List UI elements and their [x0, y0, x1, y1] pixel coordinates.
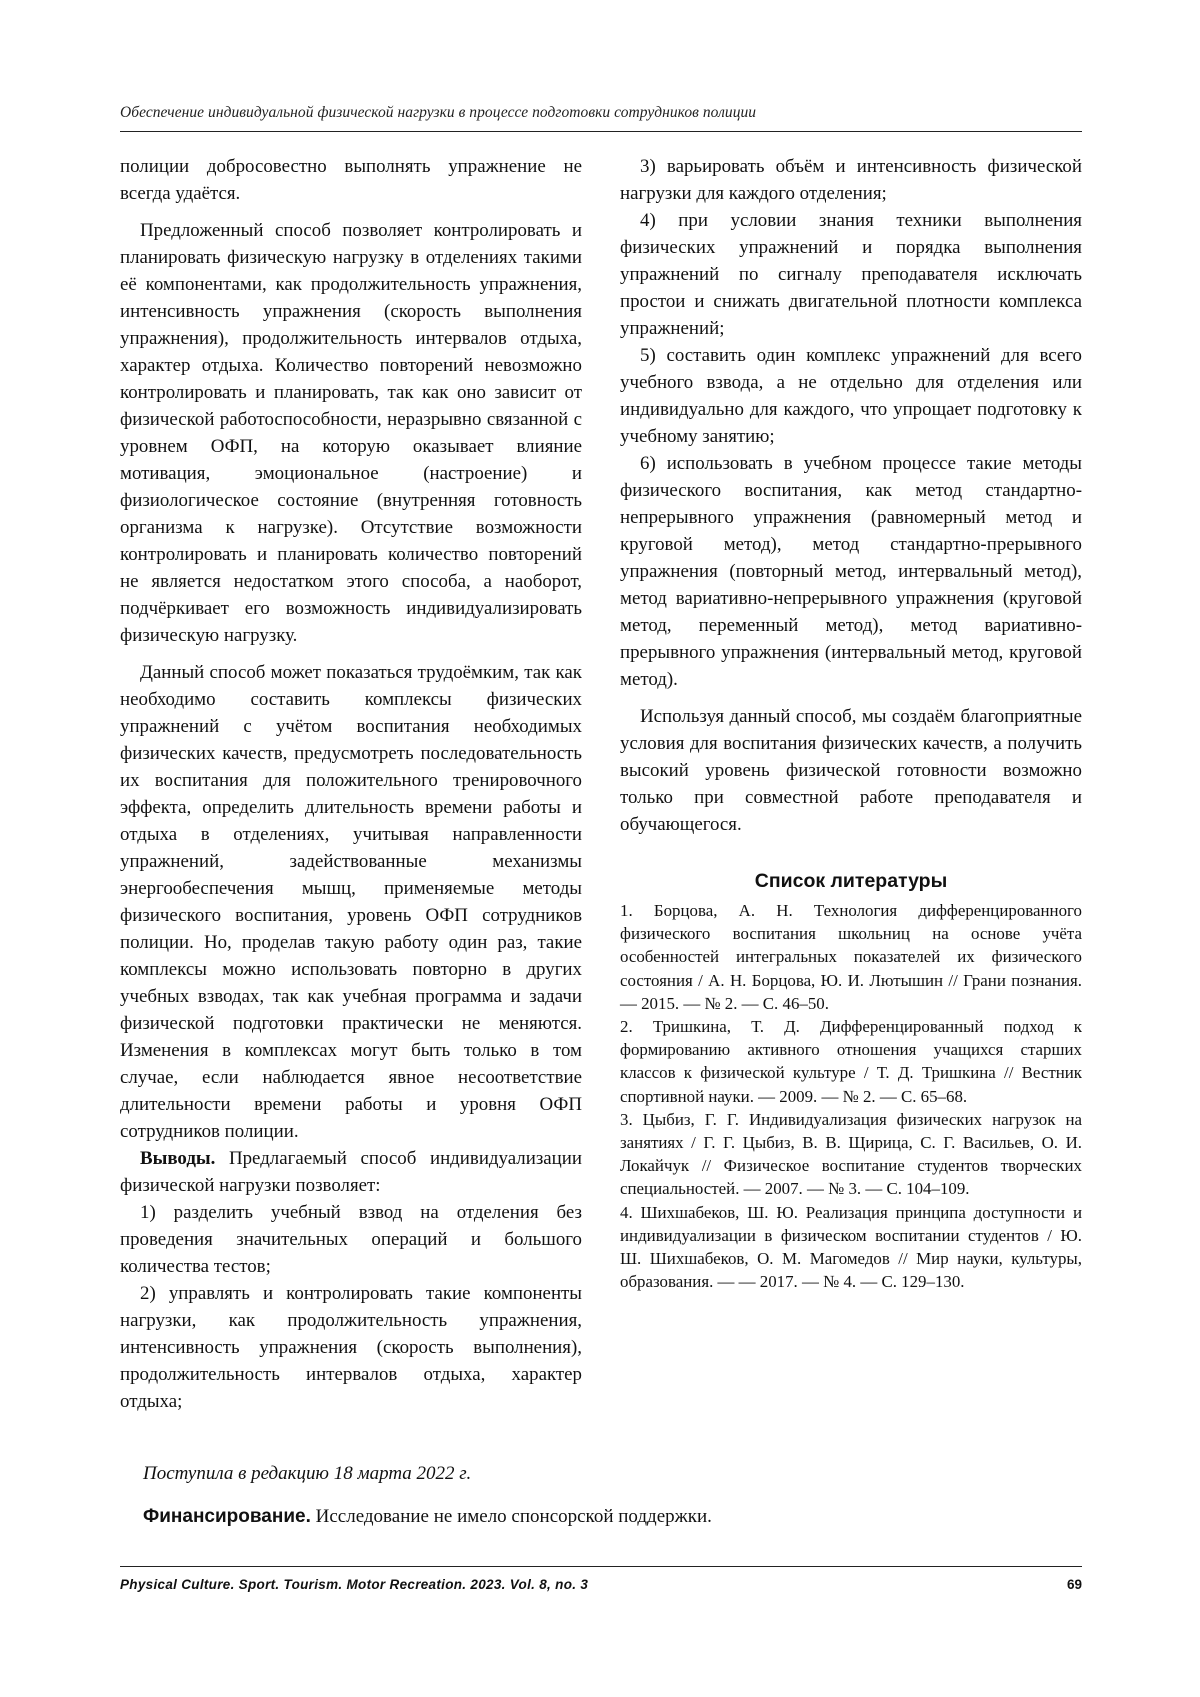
reference-item: 2. Тришкина, Т. Д. Дифференцированный подход к формированию активного отношения учащихся старших классов к физической культуре / Т. Д. Тришкина // Вестник спортивной науки. — 2009. — № 2. — С. 65–68.: [620, 1017, 1082, 1106]
right-column: [620, 153, 1082, 1293]
page-number: 69: [1066, 1577, 1082, 1592]
funding-label: Финансирование.: [143, 1506, 311, 1527]
reference-item: 3. Цыбиз, Г. Г. Индивидуализация физических нагрузок на занятиях / Г. Г. Цыбиз, В. В. Щирица, С. Г. Васильев, О. И. Локайчук // Физическое воспитание студентов творческих специальностей. — 2007. — № 3. — С. 104–109.: [620, 1109, 1082, 1199]
funding-statement: [143, 1506, 712, 1528]
header-rule: [120, 131, 1082, 132]
conclusions-label: Выводы.: [140, 1148, 216, 1169]
reference-item: 4. Шихшабеков, Ш. Ю. Реализация принципа доступности и индивидуализации в физическом воспитании студентов / Ю. Ш. Шихшабеков, О. М. Магомедов // Мир науки, культуры, образования. — — 2017. — № 4. — С. 129–130.: [620, 1202, 1082, 1292]
list-item: 6) использовать в учебном процессе такие методы физического воспитания, как метод стандартно-непрерывного упражнения (равномерный метод и круговой метод), метод стандартно-прерывного упражнения (повторный метод, интервальный метод), метод вариативно-непрерывного упражнения (круговой метод, переменный метод), метод вариативно-прерывного упражнения (интервальный метод, круговой метод).: [620, 453, 1082, 690]
paragraph-continuation: полиции добросовестно выполнять упражнение не всегда удаётся.: [120, 156, 582, 204]
references-title: Список литературы: [754, 870, 948, 892]
footer-journal-title: Physical Culture. Sport. Tourism. Motor Recreation. 2023. Vol. 8, no. 3: [120, 1577, 589, 1592]
funding-text: Исследование не имело спонсорской поддержки.: [310, 1506, 712, 1527]
conclusions-text: Предлагаемый способ индивидуализации физической нагрузки позволяет:: [120, 1148, 582, 1196]
received-date: Поступила в редакцию 18 марта 2022 г.: [143, 1463, 472, 1484]
footer-rule: [120, 1566, 1082, 1567]
paragraph-method: Предложенный способ позволяет контролировать и планировать физическую нагрузку в отделениях такими её компонентами, как продолжительность упражнения, интенсивность упражнения (скорость выполнения упражнения), продолжительность интервалов отдыха, характер отдыха. Количество повторений невозможно контролировать и планировать, так как оно зависит от физической работоспособности, неразрывно связанной с уровнем ОФП, на которую оказывает влияние мотивация, эмоциональное (настроение) и физиологическое состояние (внутренняя готовность организма к нагрузке). Отсутствие возможности контролировать и планировать количество повторений не является недостатком этого способа, а наоборот, подчёркивает его возможность индивидуализировать физическую нагрузку.: [120, 220, 582, 646]
list-item: 5) составить один комплекс упражнений для всего учебного взвода, а не отдельно для отделения или индивидуально для каждого, что упрощает подготовку к учебному занятию;: [620, 345, 1082, 447]
list-item: 1) разделить учебный взвод на отделения без проведения значительных операций и большого количества тестов;: [120, 1202, 582, 1277]
paragraph-complexity: Данный способ может показаться трудоёмким, так как необходимо составить комплексы физических упражнений с учётом воспитания необходимых физических качеств, предусмотреть последовательность их воспитания для положительного тренировочного эффекта, определить длительность времени работы и отдыха в отделениях, учитывая направленности упражнений, задействованные механизмы энергообеспечения мышц, применяемые методы физического воспитания, уровень ОФП сотрудников полиции. Но, проделав такую работу один раз, такие комплексы можно использовать повторно в других учебных взводах, так как учебная программа и задачи физической подготовки практически не меняются. Изменения в комплексах могут быть только в том случае, если наблюдается явное несоответствие длительности времени работы и уровня ОФП сотрудников полиции.: [120, 662, 582, 1142]
left-column: [120, 153, 582, 1415]
list-item: 4) при условии знания техники выполнения физических упражнений и порядка выполнения упражнений по сигналу преподавателя исключать простои и снижать двигательной плотности комплекса упражнений;: [620, 210, 1082, 339]
reference-item: 1. Борцова, А. Н. Технология дифференцированного физического воспитания школьниц на основе учёта особенностей интегральных показателей их физического состояния / А. Н. Борцова, Ю. И. Лютышин // Грани познания. — 2015. — № 2. — С. 46–50.: [620, 901, 1082, 1013]
list-item: 3) варьировать объём и интенсивность физической нагрузки для каждого отделения;: [620, 156, 1082, 204]
list-item: 2) управлять и контролировать такие компоненты нагрузки, как продолжительность упражнения, интенсивность упражнения (скорость выполнения), продолжительность интервалов отдыха, характер отдыха;: [120, 1283, 582, 1412]
paragraph-conclusions: [120, 1145, 582, 1199]
running-header: Обеспечение индивидуальной физической нагрузки в процессе подготовки сотрудников полиции: [120, 104, 757, 121]
paragraph-final: Используя данный способ, мы создаём благоприятные условия для воспитания физических качеств, а получить высокий уровень физической готовности возможно только при совместной работе преподавателя и обучающегося.: [620, 706, 1082, 835]
